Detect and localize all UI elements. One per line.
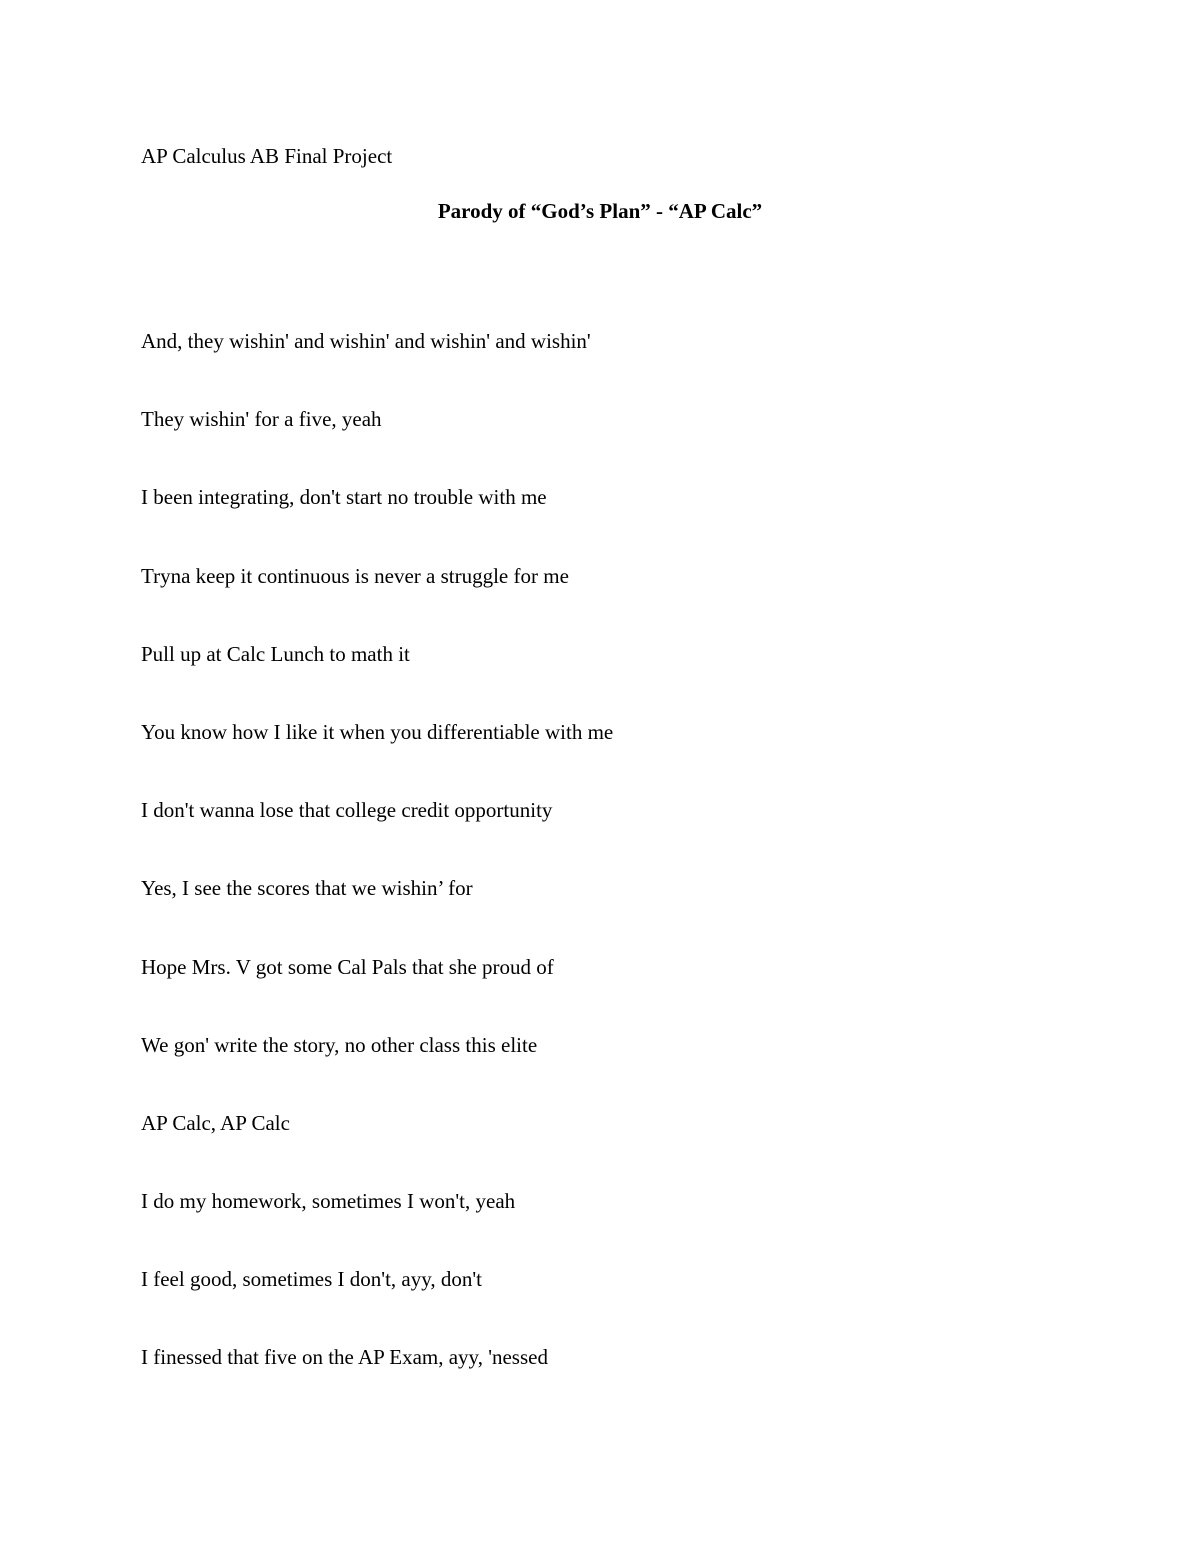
lyric-line: They wishin' for a five, yeah [141, 407, 382, 432]
document-title: Parody of “God’s Plan” - “AP Calc” [437, 199, 763, 223]
lyric-line: We gon' write the story, no other class this elite [141, 1032, 538, 1057]
lyric-line: And, they wishin' and wishin' and wishin' and wishin' [141, 329, 591, 353]
lyric-line: I been integrating, don't start no trouble with me [141, 485, 547, 510]
lyric-line: Yes, I see the scores that we wishin’ for [141, 876, 473, 901]
lyric-line: You know how I like it when you differentiable with me [141, 719, 614, 744]
lyric-line: I do my homework, sometimes I won't, yeah [141, 1189, 516, 1214]
lyric-line: Tryna keep it continuous is never a struggle for me [141, 563, 569, 588]
lyric-line: I feel good, sometimes I don't, ayy, don't [141, 1267, 482, 1292]
lyric-line: Hope Mrs. V got some Cal Pals that she proud of [141, 954, 554, 979]
lyric-line: AP Calc, AP Calc [141, 1110, 290, 1135]
lyric-line: I don't wanna lose that college credit opportunity [141, 798, 553, 823]
document-header: AP Calculus AB Final Project [141, 144, 393, 168]
lyric-line: I finessed that five on the AP Exam, ayy, 'nessed [141, 1345, 548, 1370]
lyrics-list [141, 326, 613, 1421]
lyric-line: Pull up at Calc Lunch to math it [141, 641, 410, 666]
